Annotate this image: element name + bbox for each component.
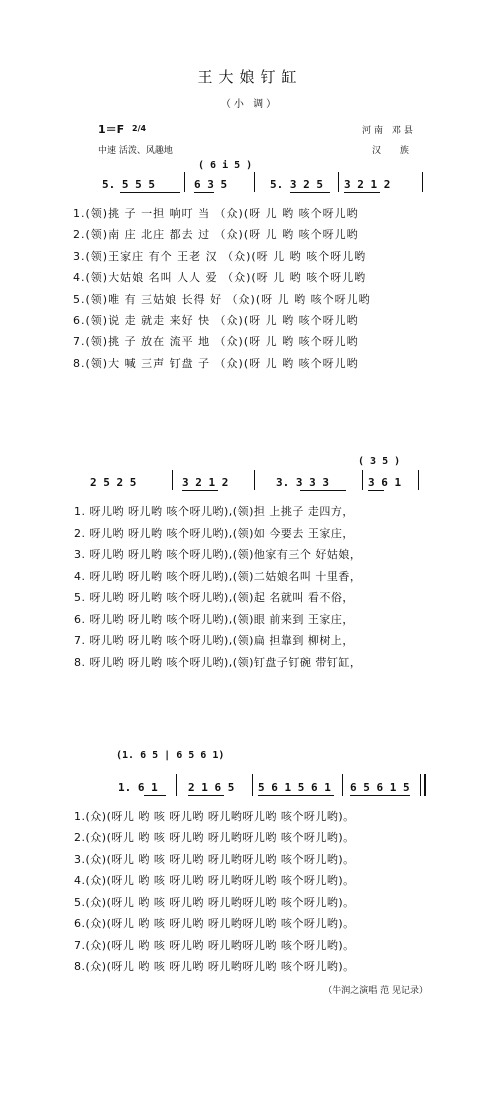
barline	[338, 172, 339, 192]
barline	[172, 470, 173, 490]
lyric-line: 5.(领)唯 有 三姑娘 长得 好 （众)(呀 儿 哟 咳个呀儿哟	[73, 293, 371, 306]
time-signature: 2/4	[132, 124, 147, 133]
measure: 6 3 5	[194, 178, 228, 191]
grace-notes: (1. 6 5 | 6 5 6 1)	[116, 750, 225, 761]
beam	[194, 192, 214, 193]
lyric-line: 8. 呀儿哟 呀儿哟 咳个呀儿哟),(领)钉盘子钉碗 带钉缸，	[74, 656, 362, 669]
measure: 5 6 1 5 6 1	[258, 781, 331, 794]
lyric-line: 1.(众)(呀儿 哟 咳 呀儿哟 呀儿哟呀儿哟 咳个呀儿哟)。	[74, 810, 355, 823]
lyric-line: 3.(众)(呀儿 哟 咳 呀儿哟 呀儿哟呀儿哟 咳个呀儿哟)。	[74, 853, 355, 866]
lyric-line: 1.(领)挑 子 一担 响叮 当 （众)(呀 儿 哟 咳个呀儿哟	[73, 207, 359, 220]
lyric-line: 7.(众)(呀儿 哟 咳 呀儿哟 呀儿哟呀儿哟 咳个呀儿哟)。	[74, 939, 355, 952]
measure: 3. 3 3 3	[276, 476, 329, 489]
measure: 1. 6 1	[118, 781, 158, 794]
beam	[350, 795, 410, 796]
lyric-line: 2. 呀儿哟 呀儿哟 咳个呀儿哟),(领)如 今要去 王家庄，	[74, 527, 354, 540]
beam	[368, 490, 384, 491]
origin-region: 河南 邓县	[362, 126, 416, 136]
barline	[184, 172, 185, 192]
song-title: 王大娘钉缸	[197, 68, 303, 86]
lyric-line: 4.(众)(呀儿 哟 咳 呀儿哟 呀儿哟呀儿哟 咳个呀儿哟)。	[74, 874, 355, 887]
key-signature	[98, 121, 146, 137]
performer-credit: （牛润之演唱 范 见记录）	[323, 986, 428, 996]
beam	[188, 795, 224, 796]
measure: 6 5 6 1 5	[350, 781, 410, 794]
beam	[344, 192, 380, 193]
barline	[422, 172, 423, 192]
measure: 3 2 1 2	[344, 178, 391, 191]
lyric-line: 1. 呀儿哟 呀儿哟 咳个呀儿哟),(领)担 上挑子 走四方，	[74, 505, 354, 518]
lyric-line: 3. 呀儿哟 呀儿哟 咳个呀儿哟),(领)他家有三个 好姑娘，	[74, 548, 362, 561]
song-subtitle: （小 调）	[220, 99, 280, 110]
beam	[290, 192, 330, 193]
barline	[342, 774, 343, 796]
final-barline	[424, 774, 426, 796]
lyric-line: 5.(众)(呀儿 哟 咳 呀儿哟 呀儿哟呀儿哟 咳个呀儿哟)。	[74, 896, 355, 909]
lyric-line: 5. 呀儿哟 呀儿哟 咳个呀儿哟),(领)起 名就叫 看不俗，	[74, 591, 354, 604]
barline	[252, 774, 253, 796]
lyric-line: 8.(众)(呀儿 哟 咳 呀儿哟 呀儿哟呀儿哟 咳个呀儿哟)。	[74, 960, 355, 973]
lyric-line: 2.(领)南 庄 北庄 都去 过 （众)(呀 儿 哟 咳个呀儿哟	[73, 228, 359, 241]
barline	[420, 774, 421, 796]
beam	[182, 490, 218, 491]
lyric-line: 7. 呀儿哟 呀儿哟 咳个呀儿哟),(领)扁 担靠到 柳树上，	[74, 634, 354, 647]
barline	[176, 774, 177, 796]
measure: 3 6 1	[368, 476, 402, 489]
lyric-line: 8.(领)大 喊 三声 钉盘 子 （众)(呀 儿 哟 咳个呀儿哟	[73, 357, 359, 370]
lyric-line: 4. 呀儿哟 呀儿哟 咳个呀儿哟),(领)二姑娘名叫 十里香，	[74, 570, 362, 583]
lyric-line: 6.(众)(呀儿 哟 咳 呀儿哟 呀儿哟呀儿哟 咳个呀儿哟)。	[74, 917, 355, 930]
beam	[144, 795, 166, 796]
lyric-line: 7.(领)挑 子 放在 流平 地 （众)(呀 儿 哟 咳个呀儿哟	[73, 335, 359, 348]
grace-notes: ( 3 5 )	[358, 456, 401, 467]
measure: 2 1 6 5	[188, 781, 235, 794]
measure: 3 2 1 2	[182, 476, 229, 489]
measure: 5. 5 5 5	[102, 178, 155, 191]
barline	[254, 470, 255, 490]
key-label: 1＝F	[98, 123, 125, 136]
lyric-line: 3.(领)王家庄 有个 王老 汉 （众)(呀 儿 哟 咳个呀儿哟	[73, 250, 367, 263]
measure: 2 5 2 5	[90, 476, 137, 489]
lyric-line: 2.(众)(呀儿 哟 咳 呀儿哟 呀儿哟呀儿哟 咳个呀儿哟)。	[74, 831, 355, 844]
lyric-line: 6. 呀儿哟 呀儿哟 咳个呀儿哟),(领)眼 前来到 王家庄，	[74, 613, 354, 626]
lyric-line: 6.(领)说 走 就走 来好 快 （众)(呀 儿 哟 咳个呀儿哟	[73, 314, 359, 327]
lyric-line: 4.(领)大姑娘 名叫 人人 爱 （众)(呀 儿 哟 咳个呀儿哟	[73, 271, 367, 284]
measure: 5. 3 2 5	[270, 178, 323, 191]
beam	[258, 795, 334, 796]
barline	[362, 470, 363, 490]
grace-notes: ( 6 i 5 )	[198, 160, 253, 171]
origin-ethnicity: 汉 族	[372, 146, 417, 156]
tempo-marking: 中速 活泼、风趣地	[98, 146, 173, 156]
beam	[300, 490, 346, 491]
barline	[418, 470, 419, 490]
beam	[120, 192, 180, 193]
barline	[254, 172, 255, 192]
